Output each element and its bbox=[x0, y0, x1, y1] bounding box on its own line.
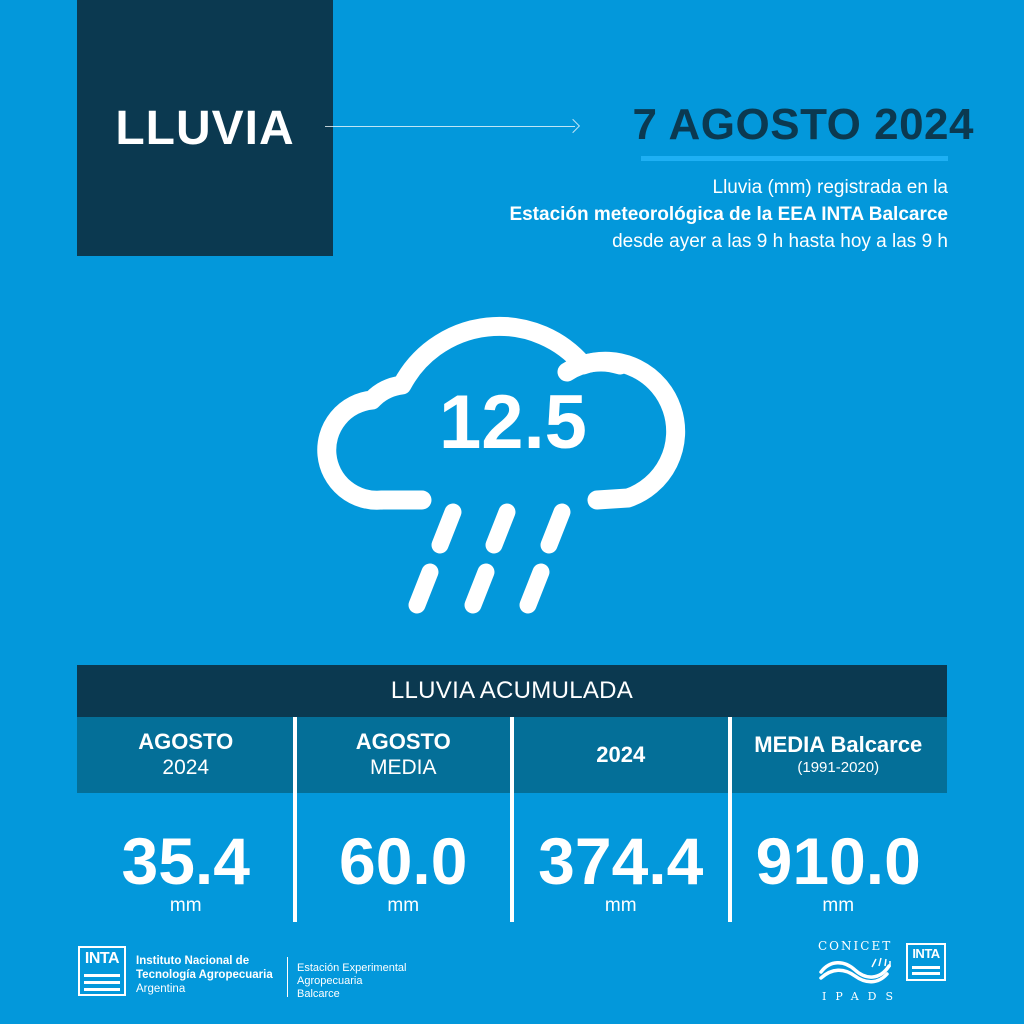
logo-bar bbox=[912, 972, 940, 975]
page-title: LLUVIA bbox=[115, 101, 295, 155]
accumulated-header: LLUVIA ACUMULADA bbox=[77, 665, 947, 717]
conicet-label: CONICET bbox=[818, 939, 893, 953]
column-divider bbox=[510, 717, 514, 922]
column-header-line-2: (1991-2020) bbox=[797, 759, 880, 776]
column-divider bbox=[293, 717, 297, 922]
station-line-1: Estación Experimental bbox=[297, 962, 407, 974]
date-label: 7 AGOSTO 2024 bbox=[632, 100, 974, 149]
column-divider bbox=[728, 717, 732, 922]
column-header bbox=[77, 717, 295, 793]
rain-drop bbox=[473, 572, 486, 605]
column-header-line-1: AGOSTO bbox=[138, 729, 234, 754]
column-media-balcarce bbox=[730, 717, 948, 922]
institute-line-2: Tecnología Agropecuaria bbox=[136, 969, 273, 981]
station-line-2: Agropecuaria bbox=[297, 975, 363, 987]
station-name bbox=[297, 962, 406, 1001]
station-line-3: Balcarce bbox=[297, 988, 340, 1000]
column-unit: mm bbox=[822, 895, 855, 916]
rain-drop bbox=[494, 512, 507, 545]
column-header-line-2: 2024 bbox=[162, 756, 210, 779]
conicet-logo-icon bbox=[818, 954, 892, 986]
logo-bar bbox=[84, 981, 120, 984]
column-header-line-1: 2024 bbox=[596, 742, 646, 767]
description-line-1: Lluvia (mm) registrada en la bbox=[712, 177, 948, 198]
column-value: 910.0 bbox=[755, 824, 921, 898]
ipads-label: IPADS bbox=[822, 990, 903, 1003]
column-header-line-2: MEDIA bbox=[369, 756, 437, 779]
institute-name bbox=[136, 954, 273, 996]
logo-bar bbox=[912, 966, 940, 969]
column-header bbox=[512, 717, 730, 793]
column-header bbox=[295, 717, 513, 793]
column-header-line-1: AGOSTO bbox=[355, 729, 451, 754]
column-value: 374.4 bbox=[538, 824, 704, 898]
rain-drop bbox=[417, 572, 430, 605]
rain-value: 12.5 bbox=[439, 380, 587, 465]
column-value: 60.0 bbox=[339, 824, 468, 898]
inta-logo-icon bbox=[78, 946, 126, 996]
description-line-3: desde ayer a las 9 h hasta hoy a las 9 h bbox=[612, 231, 948, 252]
logo-bar bbox=[84, 974, 120, 977]
column-header bbox=[730, 717, 948, 793]
column-unit: mm bbox=[604, 895, 637, 916]
column-unit: mm bbox=[169, 895, 202, 916]
column-2024 bbox=[512, 717, 730, 922]
description-line-2: Estación meteorológica de la EEA INTA Balcarce bbox=[509, 204, 948, 225]
institute-line-1: Instituto Nacional de bbox=[136, 955, 250, 967]
inta-logo-small-icon bbox=[906, 943, 946, 981]
column-agosto-2024 bbox=[77, 717, 295, 922]
rain-drop bbox=[440, 512, 453, 545]
rain-drop bbox=[549, 512, 562, 545]
column-unit: mm bbox=[387, 895, 420, 916]
cloud-inner-bump bbox=[567, 362, 620, 372]
column-agosto-media bbox=[295, 717, 513, 922]
inta-logo-text: INTA bbox=[84, 950, 120, 967]
logo-bar bbox=[84, 988, 120, 991]
rain-drop bbox=[528, 572, 541, 605]
institute-line-3: Argentina bbox=[136, 983, 186, 995]
column-header-line-1: MEDIA Balcarce bbox=[754, 732, 923, 757]
footer-divider bbox=[287, 957, 288, 997]
column-value: 35.4 bbox=[121, 824, 250, 898]
inta-logo-small-text: INTA bbox=[912, 946, 940, 961]
